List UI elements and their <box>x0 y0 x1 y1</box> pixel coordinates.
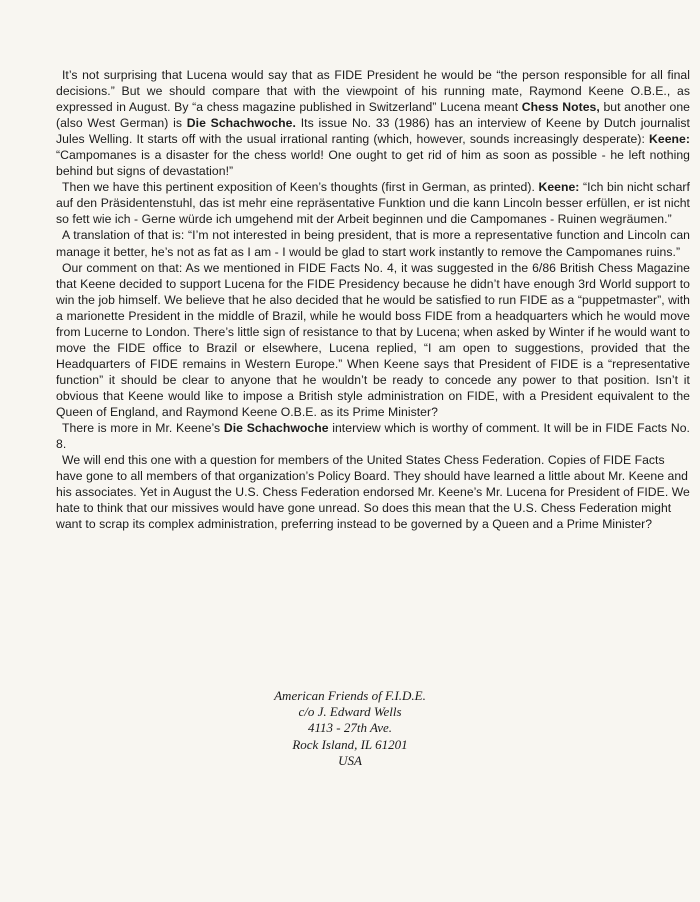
bold-text-run: Chess Notes, <box>521 100 600 115</box>
text-run: There is more in Mr. Keene’s <box>62 421 224 436</box>
bold-text-run: Keene: <box>649 132 690 147</box>
paragraph-6 <box>56 452 690 532</box>
text-run: Then we have this pertinent exposition of Keen’s thoughts (first in German, as printed). <box>62 180 539 195</box>
address-organization: American Friends of F.I.D.E. <box>274 688 426 703</box>
return-address <box>180 688 520 769</box>
text-run: “Ich bin nicht scharf auf den Präsidentenstuhl, das ist mehr eine repräsentative Funktion und die kann Lincoln besser erfüllen, er ist nicht so fett wie ich - Gerne würde ich umgehend mit der Arbeit beginnen und die Campomanes - Ruinen wegräumen.” <box>56 180 690 227</box>
address-country: USA <box>338 752 362 768</box>
text-run: A translation of that is: “I’m not interested in being president, that is more a representative function and Lincoln can manage it better, he’s not as fat as I am - I would be glad to start work instantly to remove the Campomanes ruins.” <box>56 228 690 259</box>
paragraph-4 <box>56 260 690 420</box>
text-run: Our comment on that: As we mentioned in FIDE Facts No. 4, it was suggested in the 6/86 British Chess Magazine that Keene decided to support Lucena for the FIDE Presidency because he didn’t have enough 3rd World support to win the job himself. We believe that he also decided that he would be satisfied to run FIDE as a “puppetmaster”, with a marionette President in the middle of Brazil, while he would boss FIDE from a headquarters which he would move from Lucerne to London. There’s little sign of resistance to that by Lucena; when asked by Winter if he would want to move the FIDE office to Brazil or elsewhere, Lucena replied, “I am open to suggestions, provided that the Headquarters of FIDE remains in Western Europe.” When Keene says that President of FIDE is a “representative function” it should be clear to anyone that he wouldn’t be ready to concede any power to that position. Isn’t it obvious that Keene would like to impose a British style administration on FIDE, with a President equivalent to the Queen of England, and Raymond Keene O.B.E. as its Prime Minister? <box>56 260 690 419</box>
address-city-state-zip: Rock Island, IL 61201 <box>292 736 408 752</box>
paragraph-1 <box>56 67 690 179</box>
text-run: It’s not surprising that Lucena would say that as FIDE President he would be “the person responsible for all final decisions.” But we should compare that with the viewpoint of his running mate, Raymond Keene O.B.E., as expressed in August. By “a chess magazine published in Switzerland” Lucena meant <box>56 68 690 115</box>
bold-text-run: Die Schachwoche <box>223 421 329 436</box>
address-street: 4113 - 27th Ave. <box>307 720 392 736</box>
text-run: interview which is worthy of comment. It will be in FIDE Facts No. 8. <box>56 421 690 452</box>
article-body <box>56 67 690 532</box>
paragraph-2 <box>56 179 690 227</box>
bold-text-run: Die Schachwoche. <box>186 116 296 131</box>
paragraph-3 <box>56 227 690 259</box>
bold-text-run: Keene: <box>538 180 580 195</box>
text-run: Its issue No. 33 (1986) has an interview of Keene by Dutch journalist Jules Welling. It starts off with the usual irrational ranting (which, however, sounds increasingly desperate): <box>56 116 690 147</box>
text-run: We will end this one with a question for members of the United States Chess Federation. Copies of FIDE Facts have gone to all members of that organization’s Policy Board. They should have learned a little about Mr. Keene and his associates. Yet in August the U.S. Chess Federation endorsed Mr. Keene’s Mr. Lucena for President of FIDE. We hate to think that our missives would have gone unread. So does this mean that the U.S. Chess Federation might want to scrap its complex administration, preferring instead to be governed by a Queen and a Prime Minister? <box>56 453 690 532</box>
address-care-of: c/o J. Edward Wells <box>298 704 402 720</box>
paragraph-5 <box>56 420 690 452</box>
text-run: “Campomanes is a disaster for the chess world! One ought to get rid of him as soon as possible - he left nothing behind but signs of devastation!” <box>56 148 690 179</box>
text-run: but another one (also West German) is <box>56 100 690 131</box>
